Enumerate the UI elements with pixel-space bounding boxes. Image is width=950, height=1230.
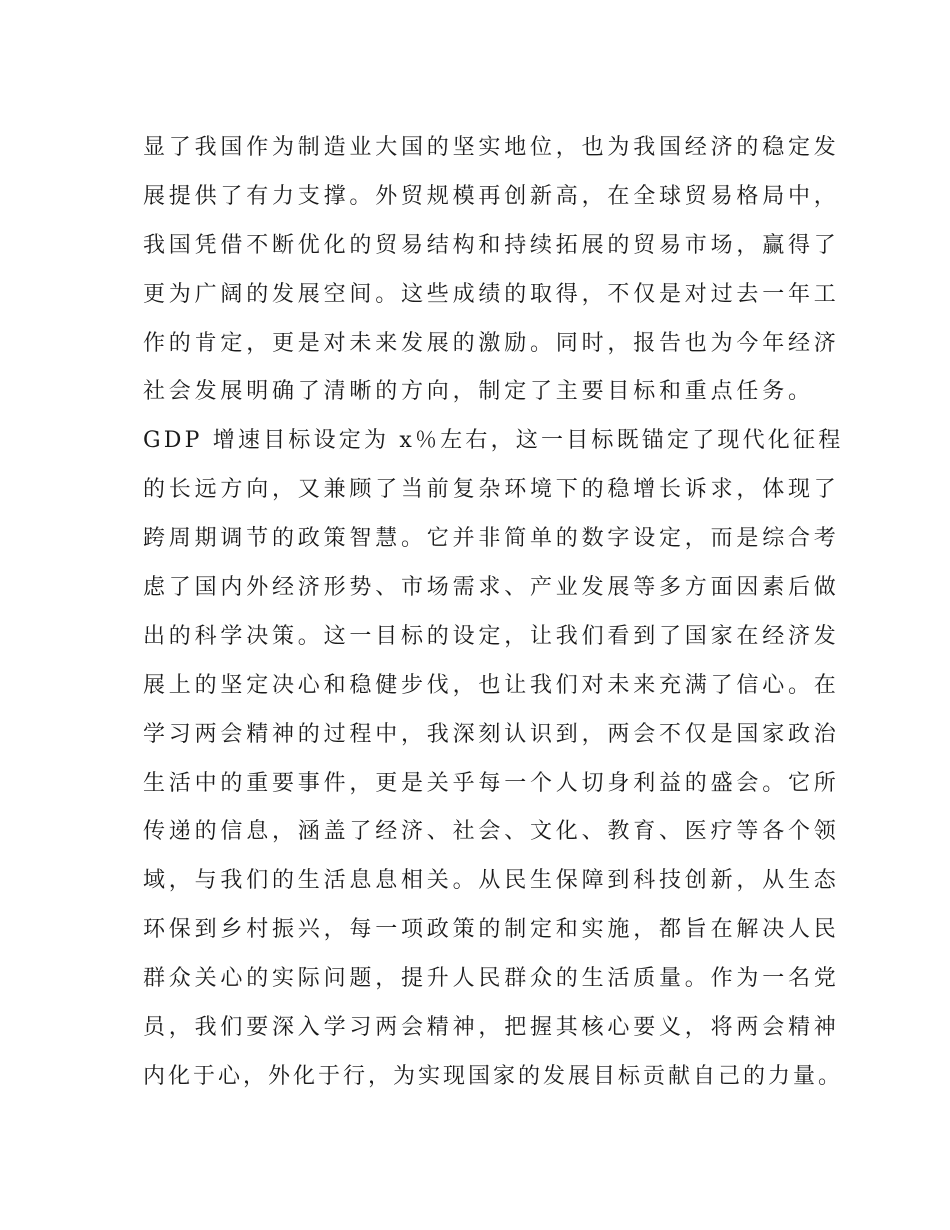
text-line: 显了我国作为制造业大国的坚实地位，也为我国经济的稳定发 — [143, 135, 840, 160]
text-line: 群众关心的实际问题，提升人民群众的生活质量。作为一名党 — [143, 966, 840, 992]
text-line: 社会发展明确了清晰的方向，制定了主要目标和重点任务。 — [143, 379, 814, 405]
text-line: 更为广阔的发展空间。这些成绩的取得，不仅是对过去一年工 — [143, 281, 840, 307]
text-line: 传递的信息，涵盖了经济、社会、文化、教育、医疗等各个领 — [143, 819, 840, 845]
text-line: 出的科学决策。这一目标的设定，让我们看到了国家在经济发 — [143, 623, 840, 649]
text-line: 学习两会精神的过程中，我深刻认识到，两会不仅是国家政治 — [143, 721, 840, 747]
text-line: 我国凭借不断优化的贸易结构和持续拓展的贸易市场，赢得了 — [143, 232, 840, 258]
text-line: 的长远方向，又兼顾了当前复杂环境下的稳增长诉求，体现了 — [143, 477, 840, 503]
text-line: 跨周期调节的政策智慧。它并非简单的数字设定，而是综合考 — [143, 526, 840, 552]
text-line: GDP 增速目标设定为 x％左右，这一目标既锚定了现代化征程 — [143, 428, 844, 454]
text-line: 内化于心，外化于行，为实现国家的发展目标贡献自己的力量。 — [143, 1063, 844, 1089]
text-line: 环保到乡村振兴，每一项政策的制定和实施，都旨在解决人民 — [143, 917, 840, 943]
text-line: 展提供了有力支撑。外贸规模再创新高，在全球贸易格局中， — [143, 183, 840, 209]
text-line: 虑了国内外经济形势、市场需求、产业发展等多方面因素后做 — [143, 575, 840, 601]
text-line: 展上的坚定决心和稳健步伐，也让我们对未来充满了信心。在 — [143, 672, 840, 698]
text-line: 域，与我们的生活息息相关。从民生保障到科技创新，从生态 — [143, 868, 840, 894]
body-text — [143, 124, 843, 1102]
text-line: 员，我们要深入学习两会精神，把握其核心要义，将两会精神 — [143, 1015, 840, 1041]
text-line: 生活中的重要事件，更是关乎每一个人切身利益的盛会。它所 — [143, 770, 840, 796]
text-line: 作的肯定，更是对未来发展的激励。同时，报告也为今年经济 — [143, 330, 840, 356]
